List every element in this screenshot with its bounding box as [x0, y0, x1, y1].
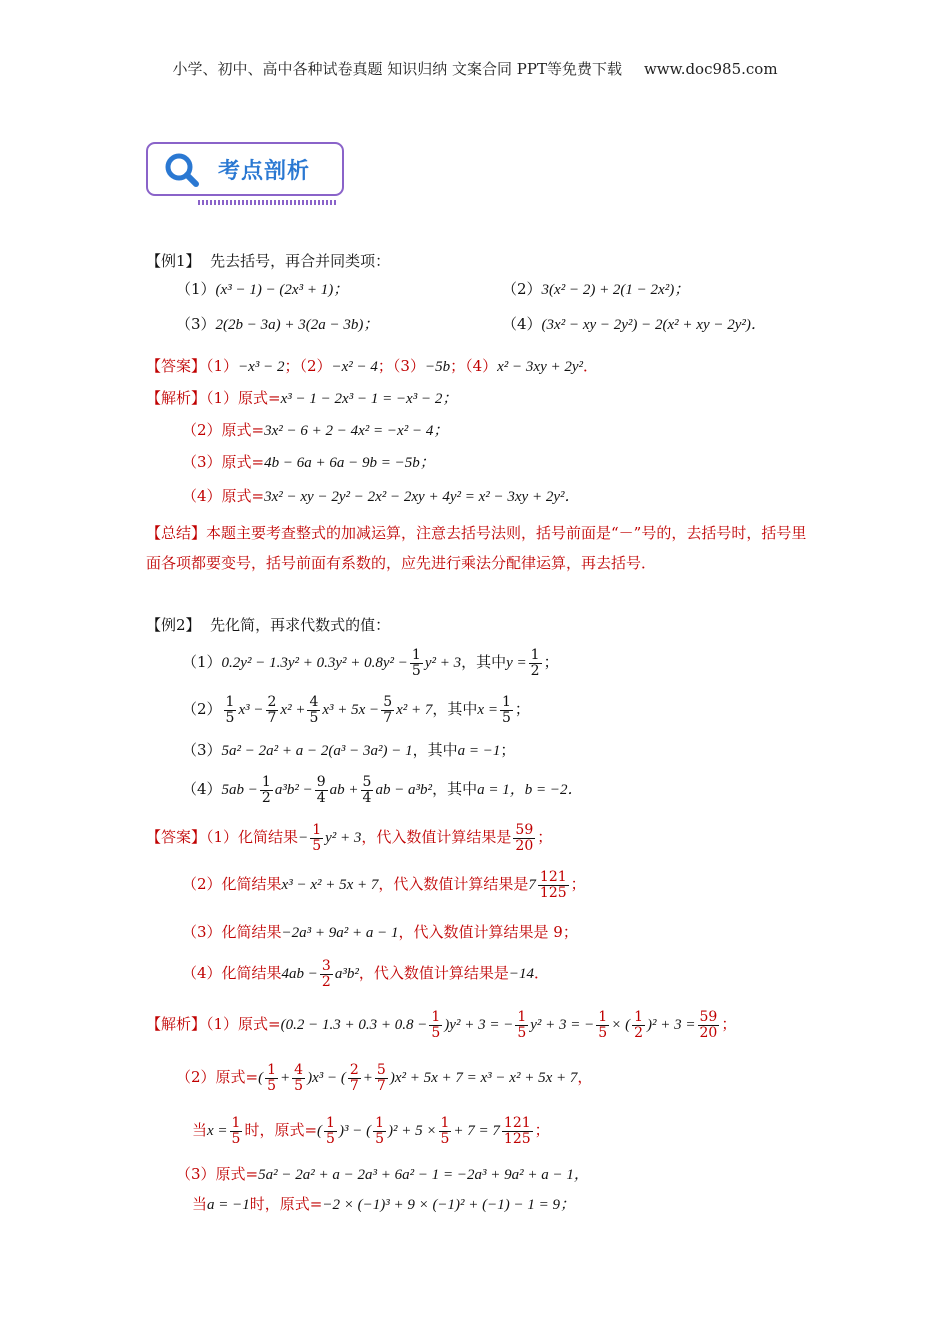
q2-expr: 3(x² − 2) + 2(1 − 2x²)；	[541, 282, 690, 298]
a2-expr: x³ − x² + 5x + 7	[281, 877, 379, 893]
denominator: 2	[530, 662, 540, 679]
fraction	[381, 695, 394, 726]
denominator: 125	[503, 1130, 531, 1147]
s3w-text: 当	[192, 1195, 208, 1213]
s2w-expr-e: )² + 5 ×	[388, 1123, 437, 1139]
a3-expr: −2a³ + 9a² + a − 1	[281, 925, 399, 941]
numerator: 1	[312, 821, 322, 838]
example-2-answer-1: 【答案】（1）化简结果− $\frac{1}{5}$ y² + 3，代入数值计算结果是 $\frac{59}{20}$ ；	[146, 821, 553, 854]
example-2-label: 【例2】	[146, 616, 201, 634]
fraction	[500, 695, 513, 726]
s2-expr-d: +	[362, 1070, 373, 1086]
example-2-solution-3-when	[192, 1194, 575, 1215]
denominator: 5	[231, 1130, 241, 1147]
denominator: 5	[326, 1130, 335, 1147]
s2w-expr-f: + 7 = 7	[453, 1123, 500, 1139]
example-2-answer-2	[182, 867, 586, 902]
fraction	[410, 648, 423, 679]
numerator: 1	[225, 693, 235, 710]
answer-label: 【答案】	[146, 357, 207, 375]
numerator: 1	[431, 1008, 441, 1025]
s2w-text-2: 时，原式=	[244, 1121, 318, 1139]
denominator: 5	[312, 837, 322, 854]
sol-1-expr: x³ − 1 − 2x³ − 1 = −x³ − 2；	[280, 391, 458, 407]
denominator: 5	[501, 709, 511, 726]
denominator: 2	[634, 1024, 643, 1041]
a1-text: （1）化简结果	[206, 828, 299, 846]
example-2-solution-3	[176, 1164, 589, 1185]
a2-end: ；	[570, 875, 586, 893]
fraction	[320, 959, 333, 990]
numerator: 1	[440, 1114, 450, 1131]
s3-expr: 5a² − 2a² + a − 2a³ + 6a² − 1 = −2a³ + 9a² + a − 1，	[258, 1167, 589, 1183]
s2-expr-e: )x² + 5x + 7 = x³ − x² + 5x + 7	[389, 1070, 578, 1086]
denominator: 4	[316, 789, 326, 806]
ans-2-expr: −x² − 4	[331, 359, 378, 375]
s2w-text: 当	[192, 1121, 208, 1139]
q4-label: （4）	[182, 780, 222, 798]
numerator: 121	[539, 868, 567, 885]
denominator: 5	[431, 1024, 441, 1041]
numerator: 2	[349, 1061, 359, 1078]
banner-underline	[198, 200, 338, 205]
sol-1-label: （1）原式=	[206, 389, 281, 407]
s1-expr-d: × (	[611, 1017, 631, 1033]
ans-end: ．	[583, 357, 599, 375]
a2-whole: 7	[528, 877, 536, 893]
example-1-solution-2	[182, 420, 448, 441]
q2-var: x =	[477, 702, 498, 718]
fraction	[292, 1063, 305, 1094]
q4-expr-d: ab − a³b²	[375, 782, 433, 798]
fraction	[265, 1063, 278, 1094]
fraction	[596, 1010, 609, 1041]
fraction	[429, 1010, 442, 1041]
example-2-heading	[146, 615, 390, 635]
fraction	[373, 1116, 386, 1147]
example-2-q4	[182, 772, 582, 807]
denominator: 20	[515, 837, 534, 854]
denominator: 20	[699, 1024, 718, 1041]
s2-expr-c: )x³ − (	[307, 1070, 346, 1086]
q3-label: （3）	[176, 315, 216, 333]
q2-expr-b: x² +	[280, 702, 306, 718]
s1-expr-e: )² + 3 =	[647, 1017, 696, 1033]
numerator: 1	[326, 1114, 335, 1131]
example-2-answer-3	[182, 922, 578, 943]
a1-text-2: ，代入数值计算结果是	[361, 828, 512, 846]
fraction	[324, 1116, 337, 1147]
numerator: 59	[699, 1008, 718, 1025]
q2-expr-a: x³ −	[238, 702, 264, 718]
s1-end: ；	[721, 1015, 737, 1033]
example-1-solution-4	[182, 486, 579, 507]
fraction	[375, 1063, 388, 1094]
fraction	[439, 1116, 452, 1147]
sol-2-label: （2）原式=	[182, 421, 265, 439]
a1-end: ；	[537, 828, 553, 846]
q1-expr: (x³ − 1) − (2x³ + 1)；	[215, 282, 349, 298]
ans-3-label: ；（3）	[377, 357, 425, 375]
header-url[interactable]: www.doc985.com	[643, 60, 778, 78]
numerator: 4	[309, 693, 319, 710]
q4-expr-c: ab +	[329, 782, 359, 798]
fraction	[266, 695, 279, 726]
denominator: 5	[294, 1077, 304, 1094]
q1-expr-b: y² + 3	[424, 655, 462, 671]
q4-expr-b: a³b² −	[274, 782, 313, 798]
q2-where: ，其中	[432, 700, 478, 718]
fraction	[515, 1010, 528, 1041]
fraction	[632, 1010, 645, 1041]
denominator: 5	[309, 709, 319, 726]
example-2-q2	[182, 692, 530, 727]
example-1-q1	[176, 279, 348, 300]
sol-3-label: （3）原式=	[182, 453, 265, 471]
a1-expr: y² + 3	[325, 830, 362, 846]
s1-expr-c: y² + 3 = −	[530, 1017, 595, 1033]
q3-end: ；	[500, 741, 516, 759]
sol-4-label: （4）原式=	[182, 487, 265, 505]
a3-text-2: ，代入数值计算结果是 9；	[398, 923, 578, 941]
q3-expr: 2(2b − 3a) + 3(2a − 3b)；	[215, 317, 379, 333]
a4-expr: 4ab −	[281, 966, 318, 982]
sol-3-expr: 4b − 6a + 6a − 9b = −5b；	[264, 455, 435, 471]
numerator: 59	[515, 821, 534, 838]
numerator: 5	[362, 773, 372, 790]
a4-end: ．	[533, 964, 549, 982]
denominator: 7	[383, 709, 393, 726]
page-header	[0, 58, 950, 79]
example-2-q1	[182, 645, 559, 680]
fraction	[361, 775, 374, 806]
q4-expr: (3x² − xy − 2y²) − 2(x² + xy − 2y²)．	[541, 317, 766, 333]
s1-expr-a: (0.2 − 1.3 + 0.3 + 0.8 −	[280, 1017, 428, 1033]
example-2-title: 先化简，再求代数式的值：	[210, 616, 391, 634]
q1-label: （1）	[176, 280, 216, 298]
example-1-title: 先去括号，再合并同类项：	[210, 252, 391, 270]
q2-expr-d: x² + 7	[396, 702, 433, 718]
q2-label: （2）	[182, 700, 222, 718]
sol-2-expr: 3x² − 6 + 2 − 4x² = −x² − 4；	[264, 423, 449, 439]
example-1-q4	[502, 314, 766, 335]
answer-label: 【答案】	[146, 828, 207, 846]
q4-var: a = 1，b = −2．	[477, 782, 583, 798]
numerator: 1	[517, 1008, 527, 1025]
example-2-solution-2-when	[192, 1110, 550, 1151]
example-1-summary: 【总结】本题主要考查整式的加减运算，注意去括号法则，括号前面是“－”号的，去括号时，括号里面各项都要变号，括号前面有系数的，应先进行乘法分配律运算，再去括号．	[146, 524, 807, 572]
denominator: 2	[261, 789, 271, 806]
ans-1-expr: −x³ − 2	[238, 359, 285, 375]
fraction	[260, 775, 273, 806]
numerator: 1	[501, 693, 511, 710]
example-2-q3	[182, 740, 515, 761]
numerator: 1	[231, 1114, 241, 1131]
a2-text-2: ，代入数值计算结果是	[378, 875, 529, 893]
example-1-solution-3	[182, 452, 435, 473]
s3w-expr: −2 × (−1)³ + 9 × (−1)² + (−1) − 1 = 9；	[322, 1197, 576, 1213]
fraction	[698, 1010, 720, 1041]
s2-end: ，	[577, 1068, 593, 1086]
numerator: 1	[261, 773, 271, 790]
q3-where: ，其中	[412, 741, 458, 759]
q2-expr-c: x³ + 5x −	[322, 702, 380, 718]
denominator: 4	[362, 789, 372, 806]
ans-4-expr: x² − 3xy + 2y²	[497, 359, 584, 375]
s2-expr-a: (	[258, 1070, 264, 1086]
s2-text: （2）原式=	[176, 1068, 259, 1086]
banner-title: 考点剖析	[218, 159, 311, 184]
section-banner	[146, 142, 342, 204]
q1-var: y =	[506, 655, 527, 671]
numerator: 121	[503, 1114, 531, 1131]
numerator: 2	[267, 693, 277, 710]
s2w-end: ；	[534, 1121, 550, 1139]
fraction	[315, 775, 328, 806]
denominator: 5	[517, 1024, 527, 1041]
numerator: 1	[411, 646, 421, 663]
numerator: 5	[383, 693, 393, 710]
denominator: 2	[321, 973, 331, 990]
fraction	[307, 695, 320, 726]
denominator: 7	[376, 1077, 386, 1094]
ans-3-expr: −5b	[424, 359, 451, 375]
q2-label: （2）	[502, 280, 542, 298]
example-1-heading	[146, 251, 390, 271]
sol-4-expr: 3x² − xy − 2y² − 2x² − 2xy + 4y² = x² − 3xy + 2y²．	[264, 489, 580, 505]
q1-expr-a: 0.2y² − 1.3y² + 0.3y² + 0.8y² −	[221, 655, 408, 671]
a2-text: （2）化简结果	[182, 875, 282, 893]
a4-value: −14	[508, 966, 534, 982]
example-1-solution-1	[146, 388, 457, 409]
q1-end: ；	[543, 653, 559, 671]
a4-text-2: ，代入数值计算结果是	[358, 964, 509, 982]
fraction	[310, 823, 323, 854]
solution-label: 【解析】	[146, 389, 207, 407]
q2-end: ；	[514, 700, 530, 718]
numerator: 1	[267, 1061, 277, 1078]
search-icon	[164, 152, 200, 188]
q1-label: （1）	[182, 653, 222, 671]
q4-where: ，其中	[432, 780, 478, 798]
s1-text: （1）原式=	[206, 1015, 281, 1033]
numerator: 5	[376, 1061, 386, 1078]
s3w-text-2: 时，原式=	[249, 1195, 323, 1213]
fraction	[502, 1116, 533, 1147]
fraction	[224, 695, 237, 726]
fraction	[529, 648, 542, 679]
header-text: 小学、初中、高中各种试卷真题 知识归纳 文案合同 PPT等免费下载	[172, 60, 622, 78]
a3-text: （3）化简结果	[182, 923, 282, 941]
q1-where: ，其中	[461, 653, 507, 671]
q4-expr-a: 5ab −	[221, 782, 258, 798]
fraction	[538, 870, 569, 901]
q3-label: （3）	[182, 741, 222, 759]
denominator: 5	[225, 709, 235, 726]
numerator: 3	[321, 957, 331, 974]
s2w-var: x =	[207, 1123, 228, 1139]
numerator: 1	[634, 1008, 643, 1025]
numerator: 1	[375, 1114, 384, 1131]
a4-text: （4）化简结果	[182, 964, 282, 982]
denominator: 5	[267, 1077, 277, 1094]
denominator: 5	[440, 1130, 450, 1147]
numerator: 1	[598, 1008, 608, 1025]
q3-expr: 5a² − 2a² + a − 2(a³ − 3a²) − 1	[221, 743, 413, 759]
s3w-var: a = −1	[207, 1197, 250, 1213]
denominator: 5	[411, 662, 421, 679]
example-1-answer	[146, 356, 598, 377]
fraction	[230, 1116, 243, 1147]
example-2-answer-4	[182, 956, 549, 991]
a4-expr-2: a³b²	[334, 966, 359, 982]
numerator: 1	[530, 646, 540, 663]
ans-1-label: （1）	[206, 357, 239, 375]
s2-expr-b: +	[280, 1070, 291, 1086]
s2w-expr-c: (	[317, 1123, 323, 1139]
denominator: 125	[539, 884, 567, 901]
ans-2-label: ；（2）	[284, 357, 332, 375]
example-2-solution-2	[176, 1057, 592, 1098]
s1-expr-b: )y² + 3 = −	[444, 1017, 514, 1033]
s3-text: （3）原式=	[176, 1165, 259, 1183]
denominator: 7	[267, 709, 277, 726]
solution-label: 【解析】	[146, 1015, 207, 1033]
example-1-label: 【例1】	[146, 252, 201, 270]
denominator: 7	[349, 1077, 359, 1094]
numerator: 9	[316, 773, 326, 790]
numerator: 4	[294, 1061, 304, 1078]
denominator: 5	[375, 1130, 384, 1147]
fraction	[513, 823, 535, 854]
q3-var: a = −1	[457, 743, 501, 759]
fraction	[348, 1063, 361, 1094]
denominator: 5	[598, 1024, 608, 1041]
example-1-q3	[176, 314, 378, 335]
example-2-solution-1	[146, 1007, 736, 1042]
q4-label: （4）	[502, 315, 542, 333]
s2w-expr-d: )³ − (	[338, 1123, 372, 1139]
example-1-q2	[502, 279, 689, 300]
ans-4-label: ；（4）	[450, 357, 498, 375]
